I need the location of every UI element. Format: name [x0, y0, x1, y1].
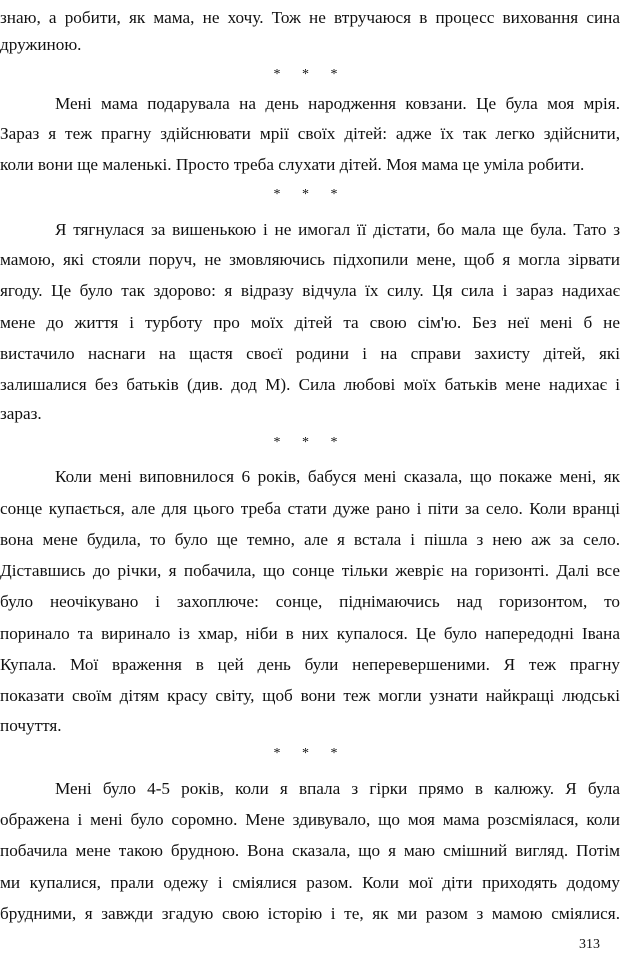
text-line: зараз. — [0, 404, 42, 423]
text-line: дружиною. — [0, 35, 82, 54]
text-line: Я тягнулася за вишенькою і не имогал її дістати, бо мала ще була. Тато з — [55, 220, 620, 239]
text-line: мамою, які стояли поруч, не змовляючись підхопили мене, щоб я могла зірвати — [0, 250, 620, 269]
text-line: брудними, я завжди згадую свою історію і те, як ми разом з мамою сміялися. — [0, 904, 620, 923]
text-line: Зараз я теж прагну здійснювати мрії своїх дітей: адже їх так легко здійснити, — [0, 124, 620, 143]
text-line: вона мене будила, то було ще темно, але я встала і пішла з нею аж за село. — [0, 530, 620, 549]
section-separator: * * * — [273, 746, 347, 761]
text-line: ягоду. Це було так здорово: я відразу відчула їх силу. Ця сила і зараз надихає — [0, 281, 620, 300]
section-separator: * * * — [273, 187, 347, 202]
section-separator: * * * — [273, 67, 347, 82]
text-line: ображена і мені було соромно. Мене здивувало, що моя мама розсміялася, коли — [0, 810, 620, 829]
text-line: знаю, а робити, як мама, не хочу. Тож не втручаюся в процесс виховання сина — [0, 8, 620, 27]
text-line: поринало та виринало із хмар, ніби в них купалося. Це було напередодні Івана — [0, 624, 620, 643]
text-line: ми купалися, прали одежу і сміялися разом. Коли мої діти приходять додому — [0, 873, 620, 892]
text-line: мене до життя і турботу про моїх дітей та свою сім'ю. Без неї мені б не — [0, 313, 620, 332]
text-line: коли вони ще маленькі. Просто треба слухати дітей. Моя мама це уміла робити. — [0, 155, 585, 174]
text-line: Купала. Мої враження в цей день були неперевершеними. Я теж прагну — [0, 655, 620, 674]
text-line: Мені мама подарувала на день народження ковзани. Це була моя мрія. — [55, 94, 620, 113]
text-line: залишалися без батьків (див. дод М). Сила любові моїх батьків мене надихає і — [0, 375, 620, 394]
text-line: сонце купається, але для цього треба стати дуже рано і піти за село. Коли вранці — [0, 499, 620, 518]
text-line: Мені було 4-5 років, коли я впала з гірки прямо в калюжу. Я була — [55, 779, 620, 798]
section-separator: * * * — [273, 435, 347, 450]
text-line: Діставшись до річки, я побачила, що сонце тільки жевріє на горизонті. Далі все — [0, 561, 620, 580]
text-line: Коли мені виповнилося 6 років, бабуся мені сказала, що покаже мені, як — [55, 467, 620, 486]
text-line: було неочікувано і захоплюче: сонце, піднімаючись над горизонтом, то — [0, 592, 620, 611]
text-line: побачила мене такою брудною. Вона сказала, що я маю смішний вигляд. Потім — [0, 841, 620, 860]
text-line: почуття. — [0, 716, 62, 735]
text-line: показати своїм дітям красу світу, щоб вони теж могли узнати найкращі людські — [0, 686, 620, 705]
text-line: вистачило наснаги на щастя своєї родини і на справи захисту дітей, які — [0, 344, 620, 363]
page-number: 313 — [579, 937, 600, 952]
